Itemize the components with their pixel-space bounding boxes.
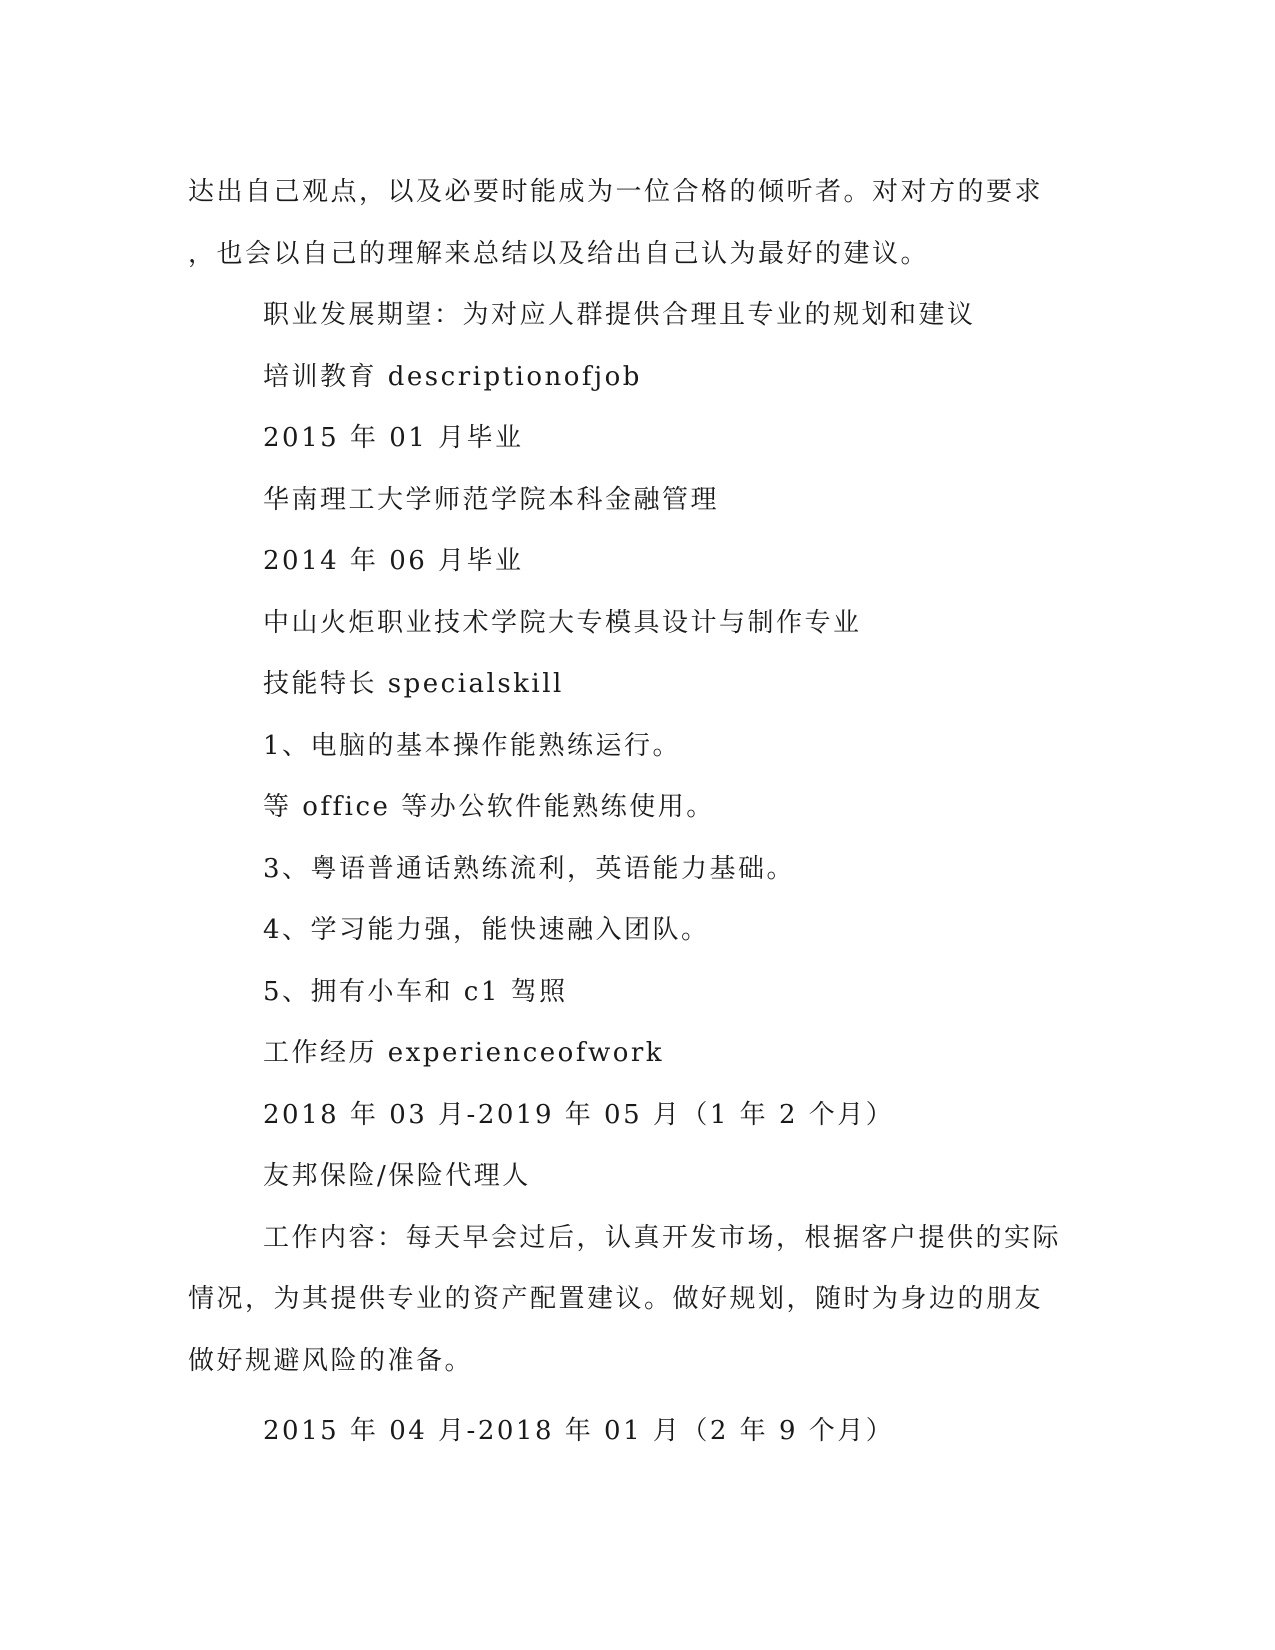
skill-item: 1、电脑的基本操作能熟练运行。 [263, 730, 682, 761]
paragraph-line: ，也会以自己的理解来总结以及给出自己认为最好的建议。 [188, 238, 930, 269]
experience-description: 工作内容：每天早会过后，认真开发市场，根据客户提供的实际 [263, 1222, 1062, 1253]
paragraph-gap [188, 1392, 1088, 1401]
experience-description: 情况，为其提供专业的资产配置建议。做好规划，随时为身边的朋友 [188, 1284, 1044, 1314]
education-date: 2015 年 01 月毕业 [263, 423, 524, 453]
skill-item: 5、拥有小车和 c1 驾照 [263, 976, 568, 1007]
skill-item: 3、粤语普通话熟练流利，英语能力基础。 [263, 853, 796, 884]
career-expectation: 职业发展期望：为对应人群提供合理且专业的规划和建议 [263, 300, 976, 330]
section-heading-experience: 工作经历 experienceofwork [263, 1038, 665, 1068]
experience-date: 2018 年 03 月-2019 年 05 月（1 年 2 个月） [263, 1099, 895, 1130]
skill-item: 等 office 等办公软件能熟练使用。 [263, 792, 715, 822]
education-date: 2014 年 06 月毕业 [263, 546, 524, 576]
document-body [188, 162, 1088, 1463]
section-heading-education: 培训教育 descriptionofjob [263, 361, 642, 392]
education-school: 华南理工大学师范学院本科金融管理 [263, 484, 720, 515]
experience-company: 友邦保险/保险代理人 [263, 1161, 531, 1191]
skill-item: 4、学习能力强，能快速融入团队。 [263, 915, 710, 945]
section-heading-skills: 技能特长 specialskill [263, 669, 564, 699]
paragraph-line: 达出自己观点，以及必要时能成为一位合格的倾听者。对对方的要求 [188, 177, 1044, 207]
education-school: 中山火炬职业技术学院大专模具设计与制作专业 [263, 607, 862, 638]
experience-description: 做好规避风险的准备。 [188, 1345, 474, 1376]
experience-date: 2015 年 04 月-2018 年 01 月（2 年 9 个月） [263, 1416, 895, 1446]
